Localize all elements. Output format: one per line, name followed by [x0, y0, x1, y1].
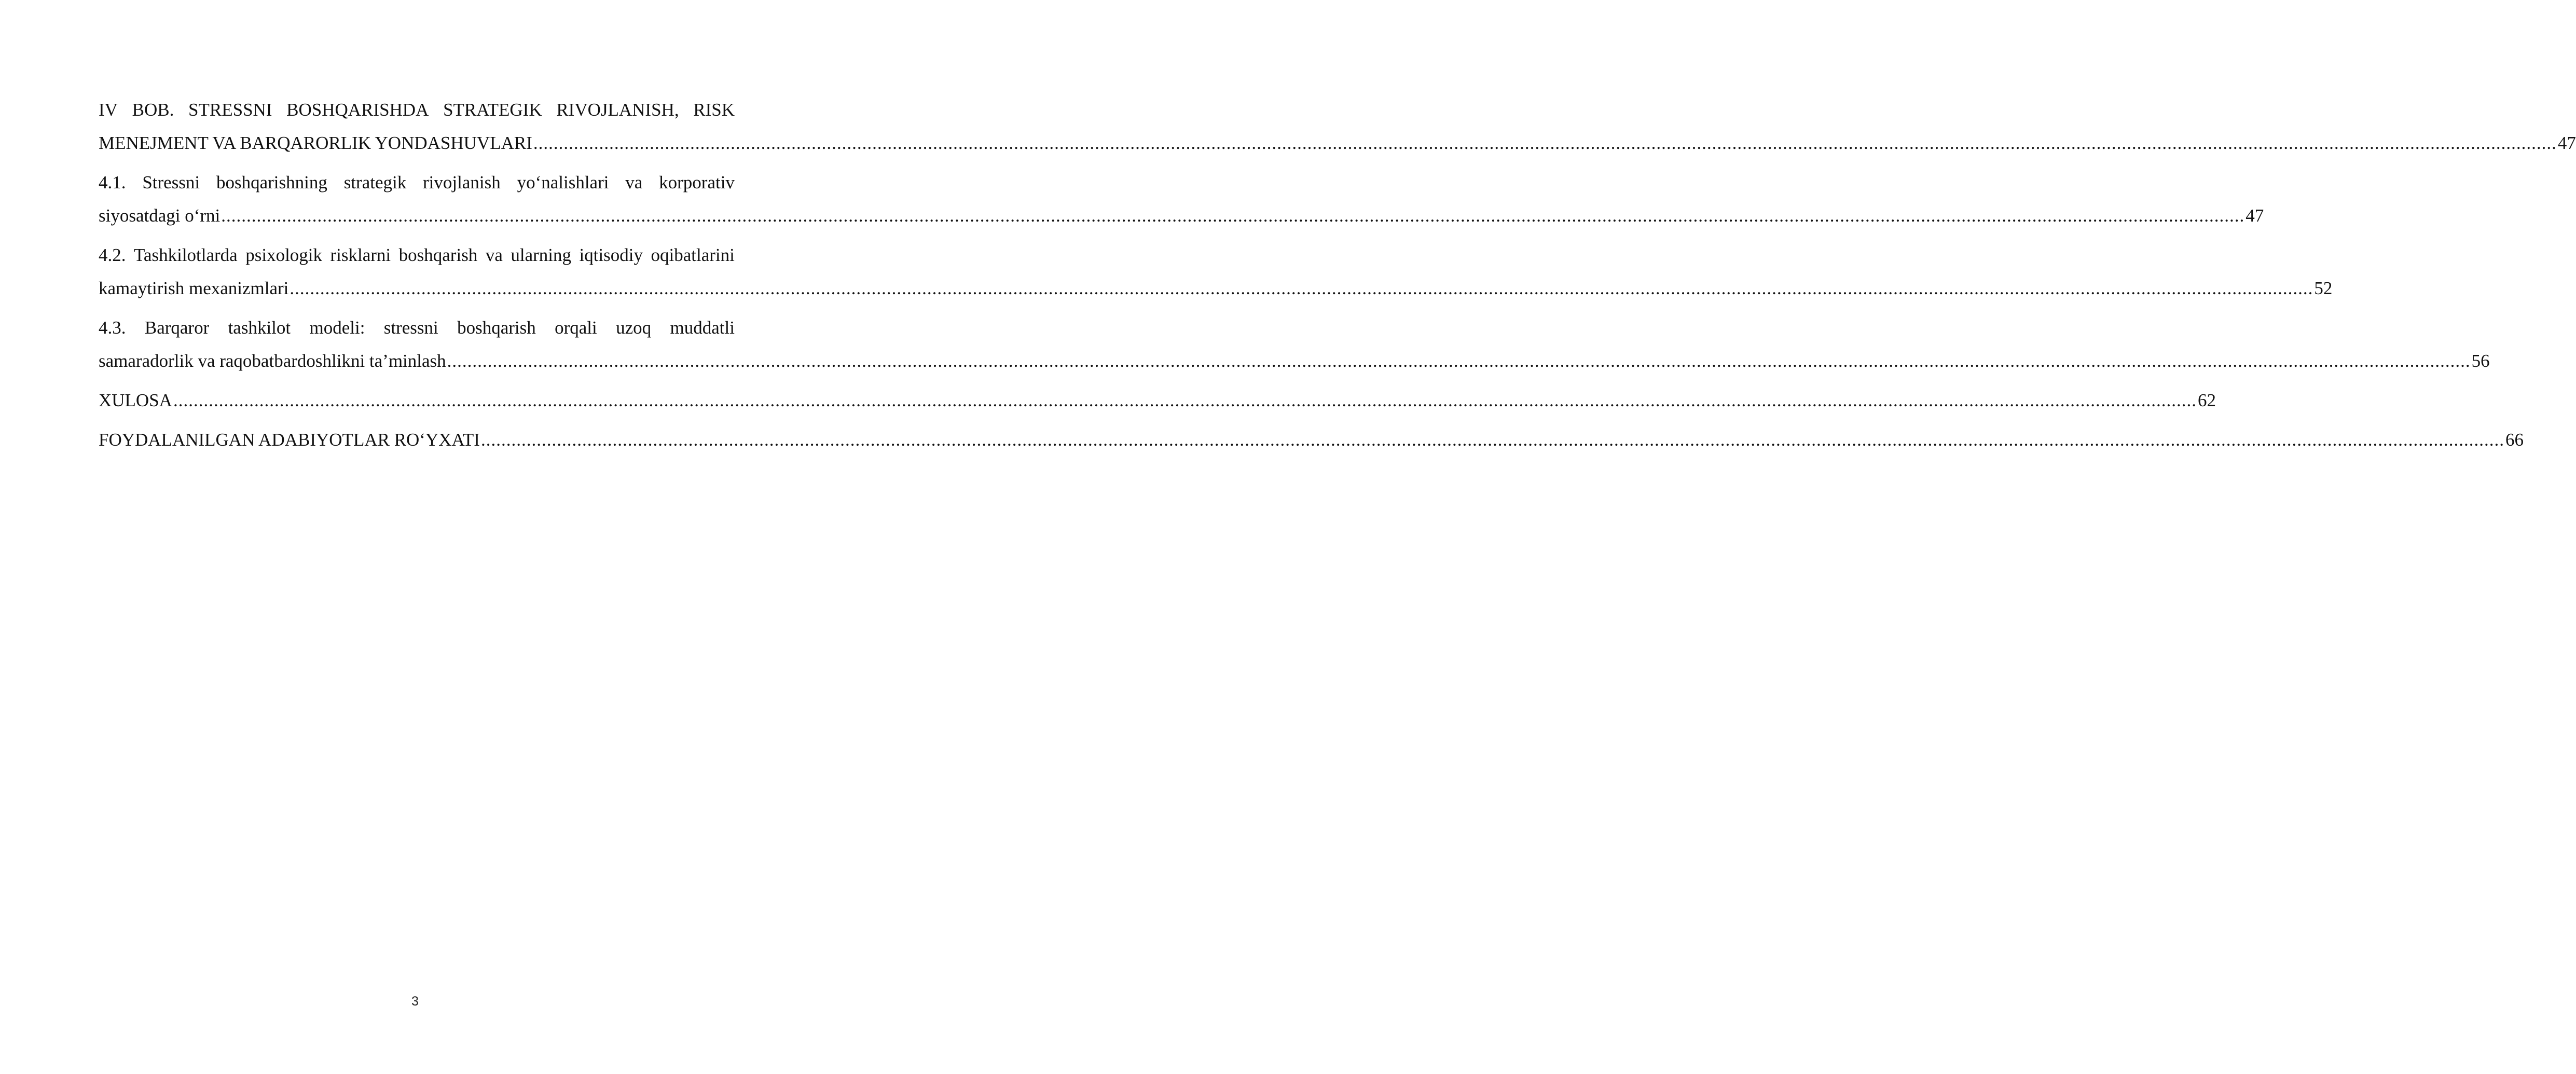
toc-word: BOB. [132, 100, 174, 120]
toc-page-number: 66 [2505, 430, 2524, 450]
toc-word: psixologik [245, 245, 323, 265]
toc-entry-line-1 [99, 311, 735, 345]
toc-page-number: 62 [2197, 390, 2216, 410]
toc-entry-4-1[interactable] [99, 166, 2264, 232]
toc-entry-line-2 [99, 272, 2333, 305]
toc-entry-title: kamaytirish mexanizmlari [99, 278, 289, 298]
toc-word: Tashkilotlarda [134, 245, 238, 265]
dot-leader: ................................................................................................................................................................................................................................................................................................................................................................................................................ [447, 351, 2471, 371]
toc-word: yo‘nalishlari [517, 172, 609, 192]
dot-leader: ................................................................................................................................................................................................................................................................................................................................................................................................................ [290, 278, 2313, 298]
toc-entry-references[interactable] [99, 423, 2524, 457]
toc-word: stressni [383, 318, 438, 338]
toc-page-number: 52 [2314, 278, 2333, 298]
toc-word: iqtisodiy [579, 245, 643, 265]
toc-page-number: 47 [2557, 133, 2576, 153]
dot-leader: ................................................................................................................................................................................................................................................................................................................................................................................................................ [480, 430, 2504, 450]
toc-word: boshqarish [457, 318, 536, 338]
toc-word: orqali [555, 318, 597, 338]
toc-entry-line-2 [99, 199, 2264, 232]
toc-word: ularning [511, 245, 571, 265]
toc-entry-line-2 [99, 127, 2576, 160]
toc-word: 4.2. [99, 245, 126, 265]
table-of-contents [99, 93, 2576, 463]
toc-word: va [485, 245, 503, 265]
toc-word: Stressni [142, 172, 200, 192]
toc-word: risklarni [330, 245, 391, 265]
toc-entry-4-3[interactable] [99, 311, 2490, 378]
toc-word: STRATEGIK [443, 100, 542, 120]
toc-entry-chapter-4[interactable] [99, 93, 2576, 160]
toc-entry-line-2 [99, 345, 2490, 378]
toc-word: 4.3. [99, 318, 126, 338]
toc-entry-line-1 [99, 166, 735, 199]
toc-page-number: 56 [2471, 351, 2490, 371]
toc-word: BOSHQARISHDA [286, 100, 429, 120]
toc-word: va [625, 172, 643, 192]
toc-word: tashkilot [228, 318, 291, 338]
toc-word: rivojlanish [423, 172, 501, 192]
page-number: 3 [411, 994, 419, 1009]
toc-page-number: 47 [2246, 205, 2264, 226]
toc-word: boshqarish [398, 245, 478, 265]
toc-word: oqibatlarini [651, 245, 735, 265]
toc-word: modeli: [309, 318, 365, 338]
toc-entry-title: FOYDALANILGAN ADABIYOTLAR RO‘YXATI [99, 430, 480, 450]
toc-entry-title: XULOSA [99, 390, 172, 410]
toc-entry-title: samaradorlik va raqobatbardoshlikni ta’minlash [99, 351, 446, 371]
toc-entry-line [99, 423, 2524, 457]
toc-word: strategik [343, 172, 407, 192]
toc-entry-line [99, 384, 2216, 417]
toc-word: korporativ [659, 172, 735, 192]
toc-entry-line-1 [99, 93, 735, 127]
toc-entry-line-1 [99, 239, 735, 272]
toc-word: 4.1. [99, 172, 126, 192]
toc-word: STRESSNI [188, 100, 272, 120]
toc-entry-title: siyosatdagi o‘rni [99, 205, 221, 226]
toc-word: boshqarishning [216, 172, 327, 192]
toc-entry-title: MENEJMENT VA BARQARORLIK YONDASHUVLARI [99, 133, 532, 153]
toc-entry-4-2[interactable] [99, 239, 2333, 305]
toc-word: Barqaror [144, 318, 210, 338]
toc-word: RISK [693, 100, 735, 120]
toc-word: RIVOJLANISH, [556, 100, 679, 120]
toc-entry-xulosa[interactable] [99, 384, 2216, 417]
toc-word: uzoq [616, 318, 652, 338]
dot-leader: ................................................................................................................................................................................................................................................................................................................................................................................................................ [173, 390, 2197, 410]
toc-word: IV [99, 100, 118, 120]
dot-leader: ................................................................................................................................................................................................................................................................................................................................................................................................................ [221, 205, 2245, 226]
toc-word: muddatli [670, 318, 735, 338]
dot-leader: ................................................................................................................................................................................................................................................................................................................................................................................................................ [533, 133, 2557, 153]
